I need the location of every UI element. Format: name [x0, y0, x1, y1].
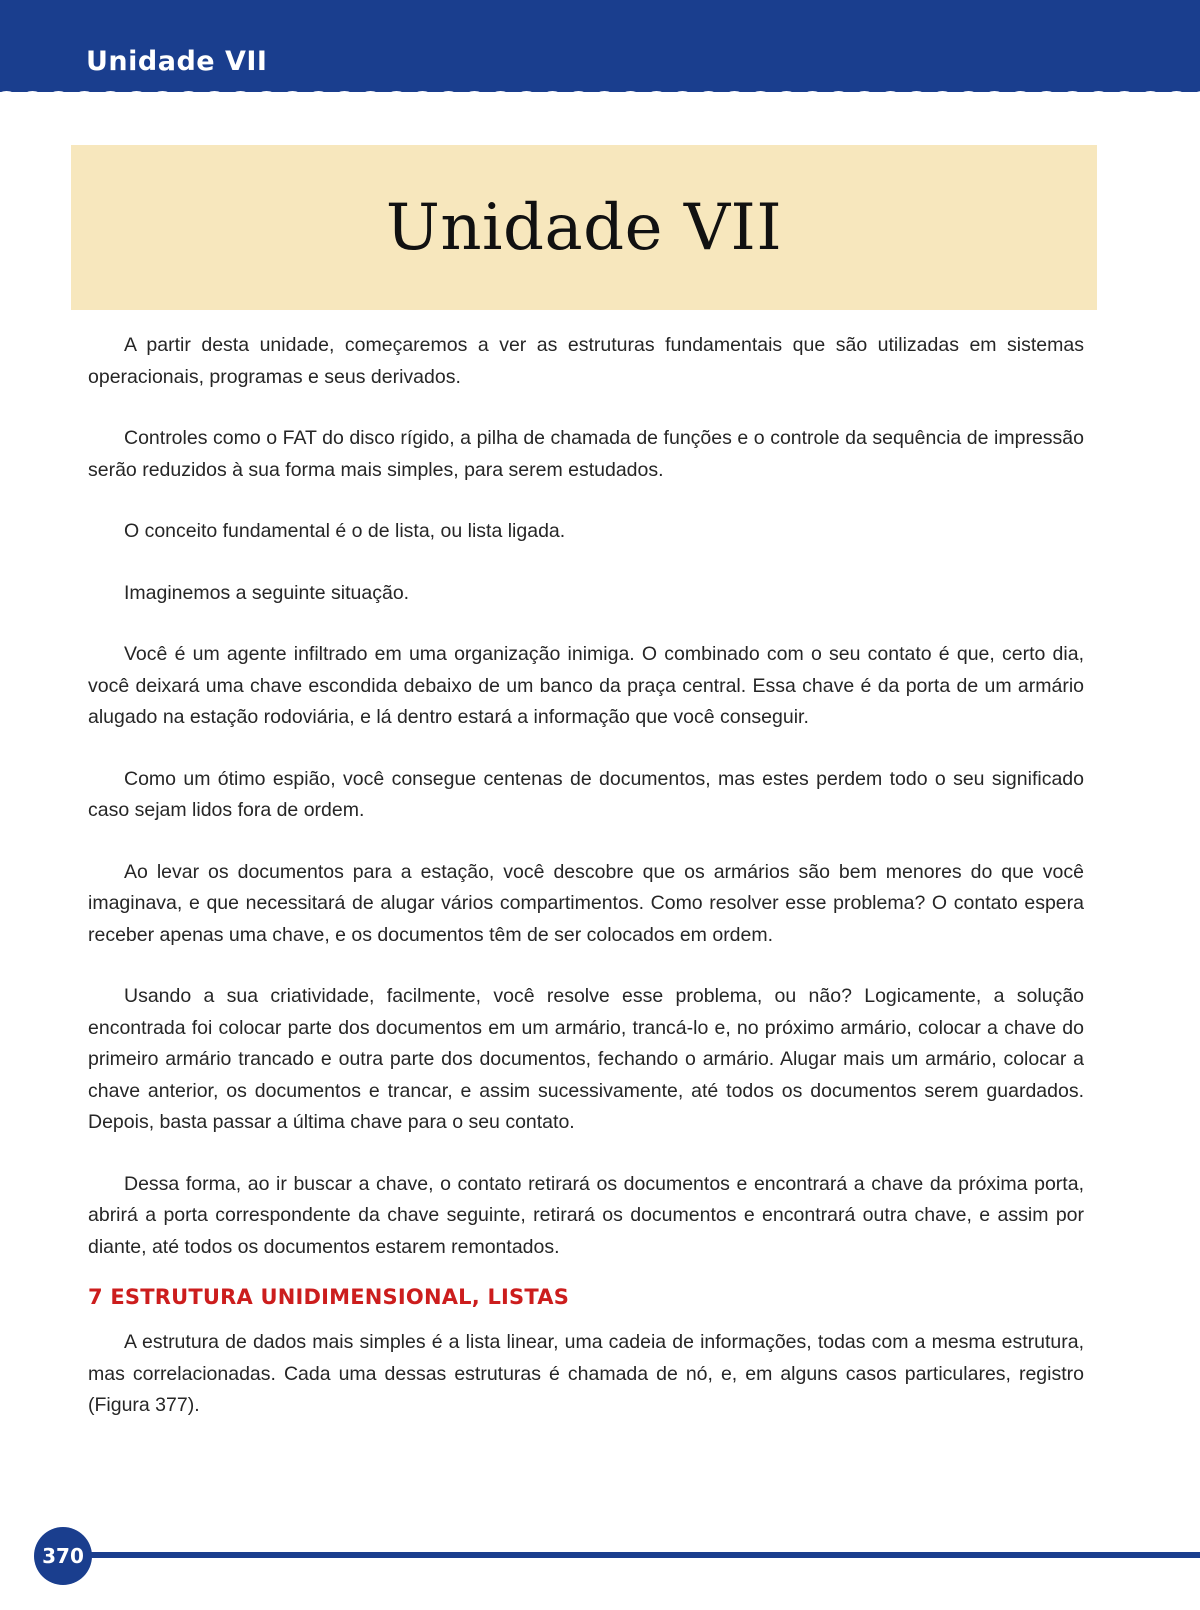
paragraph: A estrutura de dados mais simples é a lista linear, uma cadeia de informações, todas com a mesma estrutura, mas correlacionadas. Cada uma dessas estruturas é chamada de nó, e, em alguns casos particulares, registro (Figura 377). — [88, 1331, 1084, 1416]
footer-rule — [60, 1552, 1200, 1558]
paragraph: Controles como o FAT do disco rígido, a pilha de chamada de funções e o controle da sequência de impressão serão reduzidos à sua forma mais simples, para serem estudados. — [88, 427, 1084, 481]
header-band — [0, 0, 1200, 108]
paragraph: A partir desta unidade, começaremos a ver as estruturas fundamentais que são utilizadas em sistemas operacionais, programas e seus derivados. — [88, 334, 1084, 388]
paragraph: Como um ótimo espião, você consegue centenas de documentos, mas estes perdem todo o seu significado caso sejam lidos fora de ordem. — [88, 767, 1084, 821]
paragraph: O conceito fundamental é o de lista, ou lista ligada. — [124, 520, 566, 542]
paragraph: Imaginemos a seguinte situação. — [124, 581, 410, 604]
paragraph: Usando a sua criatividade, facilmente, você resolve esse problema, ou não? Logicamente, a solução encontrada foi colocar parte dos documentos em um armário, trancá-lo e, no próximo armário, colocar a chave do primeiro armário trancado e outra parte dos documentos, fechando o armário. Alugar mais um armário, colocar a chave anterior, os documentos e trancar, e assim sucessivamente, até todos os documentos serem guardados. Depois, basta passar a última chave para o seu contato. — [88, 985, 1084, 1133]
body-text — [88, 330, 1084, 1452]
section-heading: 7 ESTRUTURA UNIDIMENSIONAL, LISTAS — [88, 1285, 570, 1309]
page-title: Unidade VII — [385, 190, 783, 265]
paragraph: Ao levar os documentos para a estação, você descobre que os armários são bem menores do que você imaginava, e que necessitará de alugar vários compartimentos. Como resolver esse problema? O contato espera receber apenas uma chave, e os documentos têm de ser colocados em ordem. — [88, 860, 1084, 946]
page-number: 370 — [42, 1544, 84, 1568]
title-box — [71, 145, 1097, 310]
paragraph: Você é um agente infiltrado em uma organização inimiga. O combinado com o seu contato é que, certo dia, você deixará uma chave escondida debaixo de um banco da praça central. Essa chave é da porta de um armário alugado na estação rodoviária, e lá dentro estará a informação que você conseguir. — [88, 643, 1084, 728]
unit-label: Unidade VII — [86, 46, 268, 77]
paragraph: Dessa forma, ao ir buscar a chave, o contato retirará os documentos e encontrará a chave da próxima porta, abrirá a porta correspondente da chave seguinte, retirará os documentos e encontrará outra chave, e assim por diante, até todos os documentos estarem remontados. — [88, 1172, 1084, 1258]
page-number-badge — [34, 1527, 92, 1585]
